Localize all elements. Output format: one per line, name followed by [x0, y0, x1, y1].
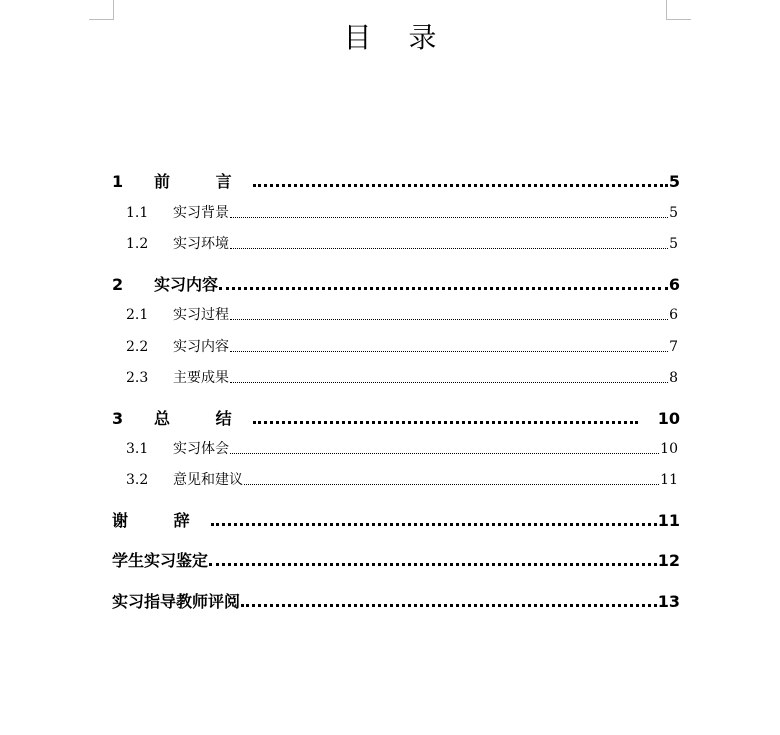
toc-entry-text: 谢 辞 [112, 511, 210, 530]
toc-entry-text: 实习环境 [173, 236, 229, 252]
toc-page-number: 12 [657, 551, 680, 570]
toc-leader [219, 287, 668, 290]
toc-page-number: 6 [669, 307, 678, 323]
toc-entry-number: 3 [112, 409, 124, 428]
toc-leader [230, 217, 668, 218]
toc-entry-number: 1.2 [126, 236, 149, 252]
toc-entry-acknowledgements[interactable] [112, 511, 680, 531]
toc-leader [241, 604, 657, 607]
toc-entry-3-1[interactable] [112, 440, 678, 458]
toc-entry-1-2[interactable] [112, 235, 678, 253]
toc-entry-text: 学生实习鉴定 [112, 551, 209, 570]
toc-entry-text: 前 言 [154, 172, 252, 191]
toc-page-number: 10 [660, 441, 678, 457]
toc-entry-number: 3.2 [126, 472, 149, 488]
toc-entry-3[interactable] [112, 409, 680, 429]
toc-page-number: 5 [669, 236, 678, 252]
toc-page-number: 6 [668, 275, 680, 294]
toc-entry-3-2[interactable] [112, 471, 678, 489]
toc-entry-text: 实习指导教师评阅 [112, 592, 241, 611]
page-corner-mark-right [666, 0, 691, 20]
toc-page-number: 11 [657, 511, 680, 530]
toc-entry-text: 意见和建议 [173, 472, 243, 488]
toc-leader [209, 563, 657, 566]
toc-entry-2-2[interactable] [112, 338, 678, 356]
toc-entry-text: 实习体会 [173, 441, 229, 457]
toc-leader [230, 351, 668, 352]
toc-page-number: 5 [669, 205, 678, 221]
toc-entry-text: 实习背景 [173, 205, 229, 221]
page-title: 目 录 [343, 21, 451, 54]
toc-entry-text: 实习内容 [173, 339, 229, 355]
toc-page-number: 5 [668, 172, 680, 191]
toc-entry-text: 主要成果 [173, 370, 229, 386]
toc-page-number: 7 [669, 339, 678, 355]
toc-entry-2-1[interactable] [112, 306, 678, 324]
toc-entry-number: 3.1 [126, 441, 149, 457]
toc-entry-supervisor-review[interactable] [112, 592, 680, 612]
toc-leader [230, 319, 668, 320]
toc-entry-text: 实习过程 [173, 307, 229, 323]
toc-entry-text: 实习内容 [154, 275, 219, 294]
toc-leader [253, 184, 668, 187]
toc-entry-2-3[interactable] [112, 369, 678, 387]
toc-page-number: 8 [669, 370, 678, 386]
toc-leader [211, 523, 657, 526]
page-corner-mark-left [89, 0, 114, 20]
toc-entry-number: 2.1 [126, 307, 149, 323]
toc-entry-number: 2.2 [126, 339, 149, 355]
toc-entry-1[interactable] [112, 172, 680, 192]
toc-leader [230, 382, 668, 383]
toc-entry-number: 1.1 [126, 205, 149, 221]
toc-leader [244, 484, 659, 485]
toc-entry-1-1[interactable] [112, 204, 678, 222]
toc-entry-student-appraisal[interactable] [112, 551, 680, 571]
toc-leader [253, 421, 638, 424]
toc-leader [230, 453, 659, 454]
toc-entry-2[interactable] [112, 275, 680, 295]
toc-page-number: 10 [657, 409, 680, 428]
toc-entry-number: 2.3 [126, 370, 149, 386]
toc-page-number: 13 [657, 592, 680, 611]
toc-entry-number: 1 [112, 172, 124, 191]
toc-page-number: 11 [660, 472, 678, 488]
toc-entry-text: 总 结 [154, 409, 252, 428]
toc-entry-number: 2 [112, 275, 124, 294]
toc-leader [230, 248, 668, 249]
